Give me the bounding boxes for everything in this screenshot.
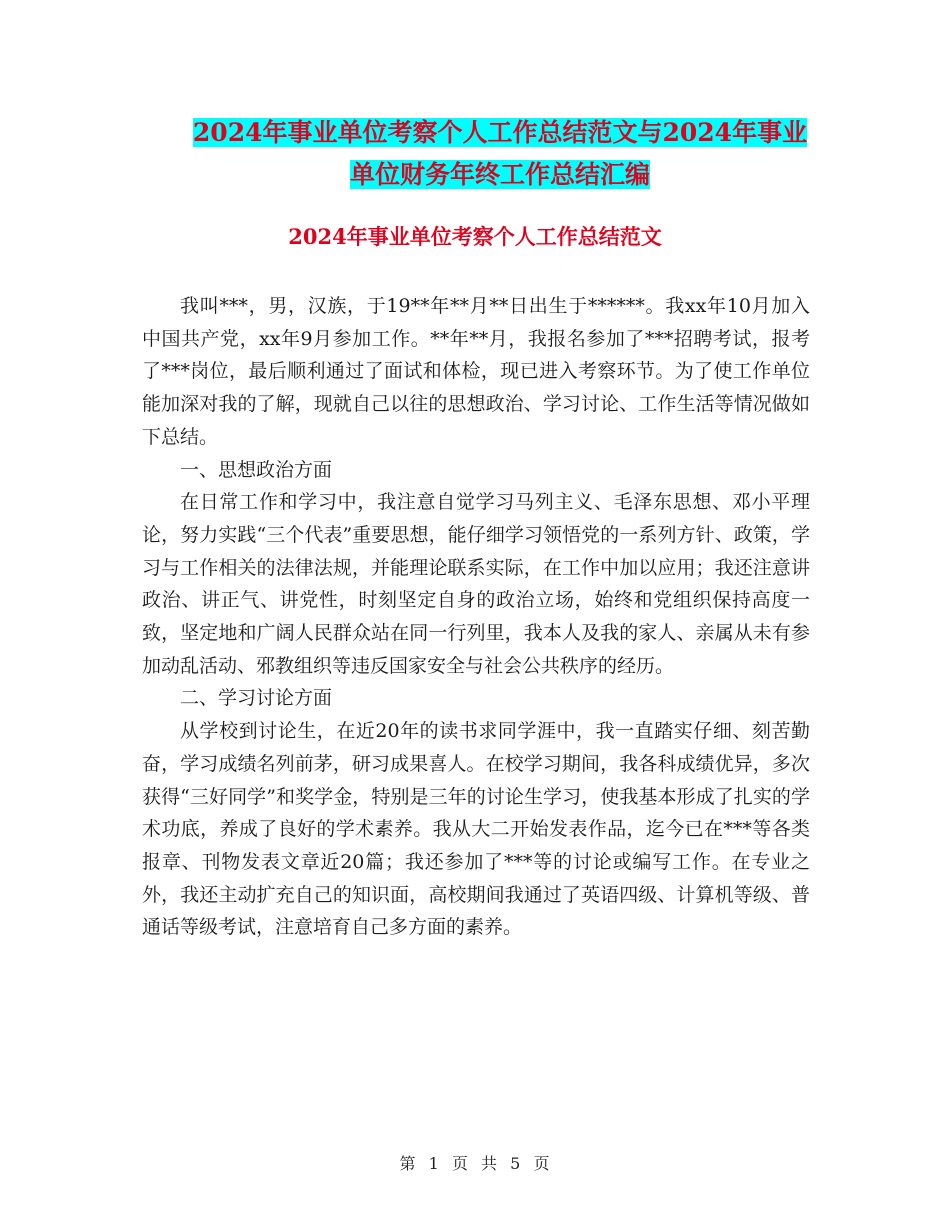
footer-page-number: 1 bbox=[428, 1154, 440, 1173]
footer-prefix: 第 bbox=[399, 1154, 417, 1173]
page-footer bbox=[0, 1152, 950, 1176]
title-line-1: 2024年事业单位考察个人工作总结范文与2024年事业 bbox=[192, 118, 808, 147]
title-line-2: 单位财务年终工作总结汇编 bbox=[349, 160, 650, 189]
heading-study: 二、学习讨论方面 bbox=[180, 687, 333, 710]
section-title: 2024年事业单位考察个人工作总结范文 bbox=[288, 224, 662, 249]
document-body bbox=[142, 290, 810, 944]
document-title bbox=[150, 112, 850, 196]
footer-suffix: 页 bbox=[533, 1154, 551, 1173]
paragraph-study: 从学校到讨论生，在近20年的读书求同学涯中，我一直踏实仔细、刻苦勤奋，学习成绩名列前茅，研习成果喜人。在校学习期间，我各科成绩优异，多次获得“三好同学”和奖学金，特别是三年的讨论生学习，使我基本形成了扎实的学术功底，养成了良好的学术素养。我从大二开始发表作品，迄今已在***等各类报章、刊物发表文章近20篇；我还参加了***等的讨论或编写工作。在专业之外，我还主动扩充自己的知识面，高校期间我通过了英语四级、计算机等级、普通话等级考试，注意培育自己多方面的素养。 bbox=[142, 720, 810, 939]
paragraph-intro: 我叫***，男，汉族，于19**年**月**日出生于******。我xx年10月加入中国共产党，xx年9月参加工作。**年**月，我报名参加了***招聘考试，报考了***岗位，最后顺利通过了面试和体检，现已进入考察环节。为了使工作单位能加深对我的了解，现就自己以往的思想政治、学习讨论、工作生活等情况做如下总结。 bbox=[142, 295, 810, 448]
footer-page-label: 页 bbox=[451, 1154, 469, 1173]
footer-total-pages: 5 bbox=[510, 1154, 522, 1173]
heading-political: 一、思想政治方面 bbox=[180, 458, 333, 481]
paragraph-political: 在日常工作和学习中，我注意自觉学习马列主义、毛泽东思想、邓小平理论，努力实践“三个代表”重要思想，能仔细学习领悟党的一系列方针、政策，学习与工作相关的法律法规，并能理论联系实际，在工作中加以应用；我还注意讲政治、讲正气、讲党性，时刻坚定自身的政治立场，始终和党组织保持高度一致，坚定地和广阔人民群众站在同一行列里，我本人及我的家人、亲属从未有参加动乱活动、邪教组织等违反国家安全与社会公共秩序的经历。 bbox=[142, 491, 810, 677]
footer-total-label: 共 bbox=[481, 1154, 499, 1173]
